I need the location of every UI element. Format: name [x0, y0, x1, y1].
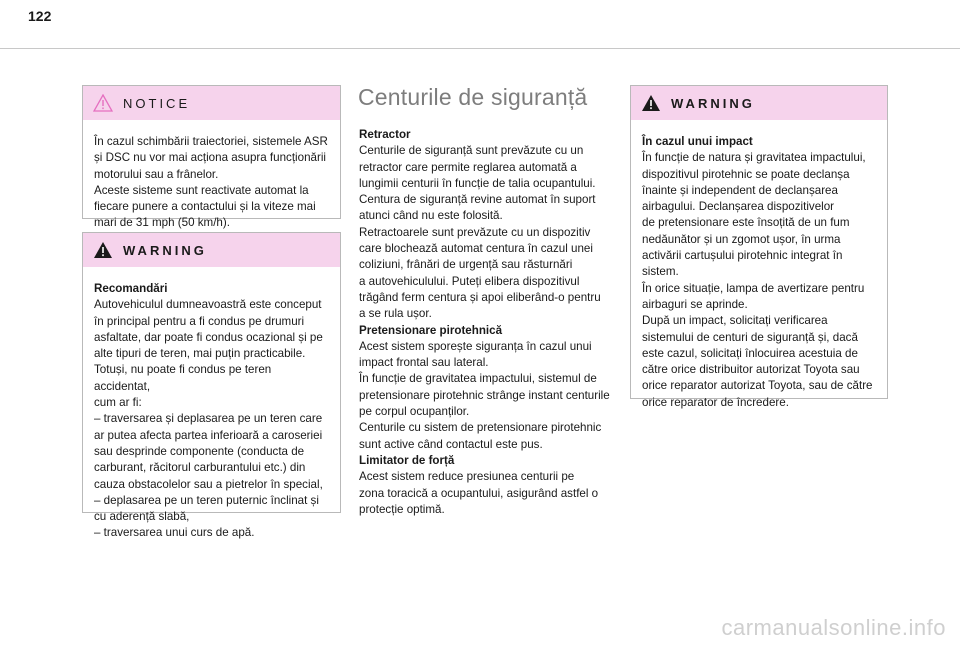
limiter-line: Acest sistem reduce presiunea centurii pe	[359, 470, 575, 484]
notice-line: mari de 31 mph (50 km/h).	[94, 216, 230, 230]
warning-line: este cazul, solicitați înlocuirea acestuia de	[642, 346, 858, 360]
warning-title-right: WARNING	[671, 95, 755, 111]
retractor-line: Retractoarele sunt prevăzute cu un dispozitiv	[359, 225, 591, 239]
watermark: carmanualsonline.info	[721, 615, 946, 640]
warning-line: nedăunător și un zgomot ușor, în urma	[642, 232, 841, 246]
top-divider	[0, 48, 960, 49]
pretension-heading: Pretensionare pirotehnică	[359, 323, 503, 337]
notice-line: Aceste sisteme sunt reactivate automat la	[94, 183, 309, 197]
notice-triangle-icon	[93, 94, 113, 112]
warning-line: sistemului de centuri de siguranță și, dacă	[642, 330, 858, 344]
retractor-line: a autovehiculului. Puteți elibera dispozitivul	[359, 274, 580, 288]
warning-title-left: WARNING	[123, 242, 207, 258]
warning-line: În funcție de natura și gravitatea impactului,	[642, 151, 866, 165]
pretension-line: pe corpul ocupanților.	[359, 405, 470, 419]
warning-line: alte tipuri de teren, mai puțin practicabile.	[94, 347, 306, 361]
warning-box-right	[630, 85, 888, 409]
warning-line: Autovehiculul dumneavoastră este conceput	[94, 298, 322, 312]
warning-heading-right: În cazul unui impact	[642, 135, 753, 148]
warning-line: orice reparator de încredere.	[642, 395, 789, 409]
warning-line: înainte și independent de declanșarea	[642, 183, 838, 197]
retractor-line: Centurile de siguranță sunt prevăzute cu un	[359, 144, 584, 158]
warning-line: de pretensionare este însoțită de un fum	[642, 216, 850, 230]
warning-line: în principal pentru a fi condus pe drumuri	[94, 314, 305, 328]
retractor-line: retractor care permite reglarea automată a	[359, 160, 577, 174]
limiter-heading: Limitator de forță	[359, 453, 455, 467]
warning-line: cum ar fi:	[94, 396, 142, 410]
notice-header	[83, 86, 340, 120]
warning-triangle-icon	[93, 241, 113, 259]
warning-line: orice reparator autorizat Toyota, sau de către	[642, 379, 873, 393]
notice-title: NOTICE	[123, 95, 191, 111]
warning-line: activării cartușului pirotehnic integrat în	[642, 249, 843, 263]
warning-header-left	[83, 233, 340, 267]
warning-line: În orice situație, lampa de avertizare pentru	[642, 281, 865, 295]
notice-box	[82, 85, 341, 230]
warning-header-right	[631, 86, 887, 120]
section-title: Centurile de siguranță	[358, 84, 588, 110]
warning-line: asfaltate, dar poate fi condus ocazional și pe	[94, 330, 323, 344]
notice-line: fiecare punere a contactului și la viteze mai	[94, 200, 316, 214]
warning-line: sistem.	[642, 265, 679, 279]
warning-line: carburant, răcitorul carburantului etc.) din	[94, 461, 306, 475]
limiter-line: zona toracică a ocupantului, asigurând astfel o	[359, 486, 599, 500]
warning-line: – deplasarea pe un teren puternic înclinat și	[94, 493, 319, 507]
page-number: 122	[28, 8, 52, 24]
warning-heading-left: Recomandări	[94, 282, 168, 295]
warning-body-left	[83, 267, 340, 550]
warning-line: airbaguri se aprinde.	[642, 297, 748, 311]
retractor-line: coliziuni, frânări de urgență sau răsturnări	[359, 258, 573, 272]
pretension-line: În funcție de gravitatea impactului, sistemul de	[359, 372, 597, 386]
warning-line: – traversarea unui curs de apă.	[94, 526, 255, 540]
notice-line: motorului sau a frânelor.	[94, 167, 219, 181]
warning-body-right	[631, 120, 887, 419]
retractor-line: Centura de siguranță revine automat în suport	[359, 193, 596, 207]
warning-line: cauza obstacolelor sau a pietrelor în special,	[94, 477, 323, 491]
retractor-line: a se rula ușor.	[359, 307, 432, 321]
pretension-line: impact frontal sau lateral.	[359, 356, 489, 370]
retractor-line: atunci când nu este folosită.	[359, 209, 503, 223]
pretension-line: Centurile cu sistem de pretensionare pirotehnic	[359, 421, 602, 435]
warning-line: airbagului. Declanșarea dispozitivelor	[642, 200, 835, 214]
warning-line: – traversarea și deplasarea pe un teren care	[94, 412, 323, 426]
warning-line: După un impact, solicitați verificarea	[642, 314, 828, 328]
seatbelts-body	[359, 127, 621, 518]
limiter-line: protecție optimă.	[359, 502, 445, 516]
warning-triangle-icon	[641, 94, 661, 112]
pretension-line: sunt active când contactul este pus.	[359, 437, 543, 451]
retractor-line: care blochează automat centura în cazul unei	[359, 242, 593, 256]
pretension-line: Acest sistem sporește siguranța în cazul unui	[359, 339, 592, 353]
warning-line: către orice distribuitor autorizat Toyota sau	[642, 363, 860, 377]
pretension-line: pretensionare pirotehnic strânge instant centurile	[359, 388, 610, 402]
retractor-line: lungimii centurii în funcție de talia ocupantului.	[359, 176, 596, 190]
warning-line: Totuși, nu poate fi condus pe teren accidentat,	[94, 363, 272, 393]
warning-box-left	[82, 232, 341, 540]
notice-line: și DSC nu vor mai acționa asupra funcționării	[94, 151, 326, 165]
warning-line: sau desprinde componente (conducta de	[94, 444, 305, 458]
retractor-line: trăgând ferm centura și apoi eliberând-o pentru	[359, 290, 601, 304]
notice-line: În cazul schimbării traiectoriei, sistemele ASR	[94, 135, 328, 148]
retractor-heading: Retractor	[359, 128, 411, 141]
notice-body	[83, 120, 340, 240]
warning-line: cu aderență slabă,	[94, 510, 190, 524]
warning-line: ar putea afecta partea inferioară a caroseriei	[94, 428, 323, 442]
warning-line: dispozitivul pirotehnic se poate declanșa	[642, 167, 850, 181]
